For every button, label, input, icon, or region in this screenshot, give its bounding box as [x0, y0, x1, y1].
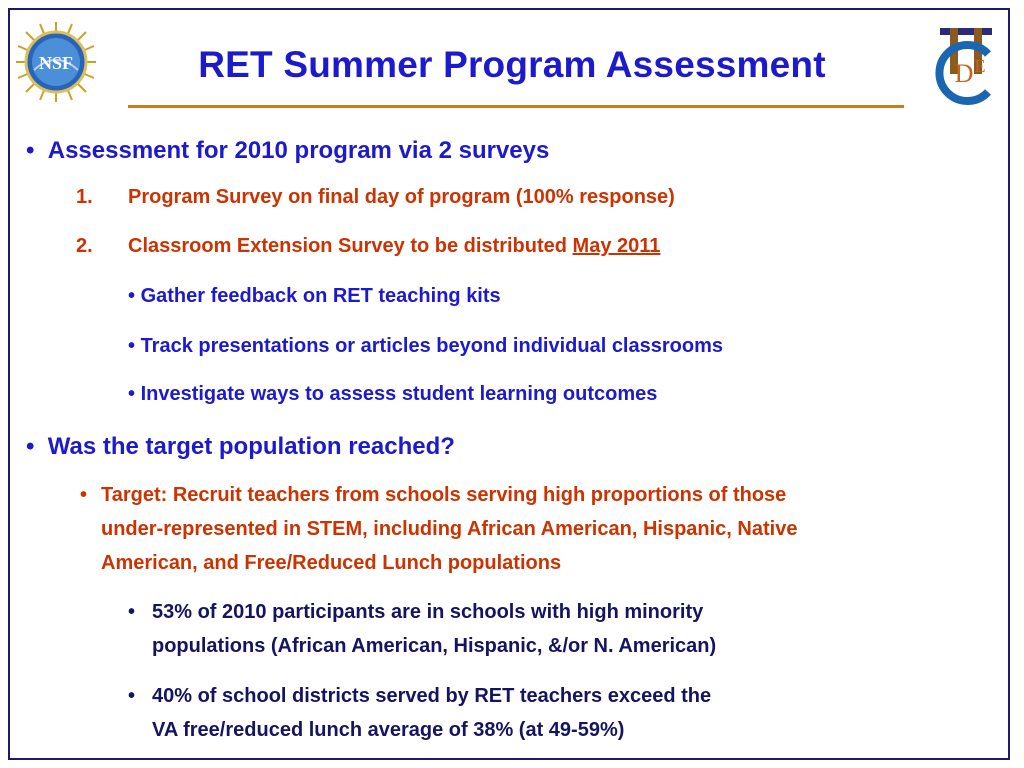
survey-item-2-number: 2.	[76, 235, 93, 257]
survey-item-2	[76, 235, 660, 258]
sub-item-1	[128, 285, 501, 308]
sub-item-2	[128, 335, 723, 358]
bullet-2	[26, 433, 455, 461]
stat-1-bullet-dot: •	[128, 601, 136, 623]
svg-text:D: D	[954, 59, 974, 88]
bullet-dot: •	[128, 285, 141, 307]
target-line-3: American, and Free/Reduced Lunch populations	[101, 552, 562, 574]
bullet-1-text: Assessment for 2010 program via 2 surveys	[47, 137, 550, 164]
stat-2-line-1: 40% of school districts served by RET teachers exceed the	[152, 685, 712, 707]
bullet-2-text: Was the target population reached?	[47, 433, 455, 460]
survey-date-link: May 2011	[572, 235, 661, 257]
target-line-2: under-represented in STEM, including African American, Hispanic, Native	[101, 518, 798, 540]
slide-title: RET Summer Program Assessment	[198, 44, 826, 85]
sub-item-2-text: Track presentations or articles beyond individual classrooms	[140, 335, 723, 357]
title-underline	[128, 105, 904, 108]
bullet-dot: •	[128, 335, 141, 357]
stat-2-line-2: VA free/reduced lunch average of 38% (at 49-59%)	[152, 719, 625, 741]
bullet-dot: •	[26, 137, 48, 164]
stat-2-bullet-dot: •	[128, 685, 136, 707]
bullet-dot: •	[128, 383, 141, 405]
survey-item-1-number: 1.	[76, 186, 93, 208]
sub-item-3	[128, 383, 657, 406]
svg-text:E: E	[974, 56, 986, 76]
nsf-logo-text: NSF	[38, 53, 74, 73]
survey-item-1	[76, 186, 675, 209]
bullet-1	[26, 137, 549, 165]
stat-1-line-2: populations (African American, Hispanic, &/or N. American)	[152, 635, 717, 657]
stat-1-line-1: 53% of 2010 participants are in schools with high minority	[152, 601, 704, 623]
survey-item-2-text: Classroom Extension Survey to be distributed	[128, 235, 573, 257]
bullet-dot: •	[26, 433, 48, 460]
sub-item-3-text: Investigate ways to assess student learning outcomes	[140, 383, 658, 405]
survey-item-1-text: Program Survey on final day of program (100% response)	[128, 186, 675, 208]
sub-item-1-text: Gather feedback on RET teaching kits	[140, 285, 501, 307]
target-line-1: Target: Recruit teachers from schools serving high proportions of those	[101, 484, 787, 506]
target-bullet-dot: •	[80, 484, 88, 506]
